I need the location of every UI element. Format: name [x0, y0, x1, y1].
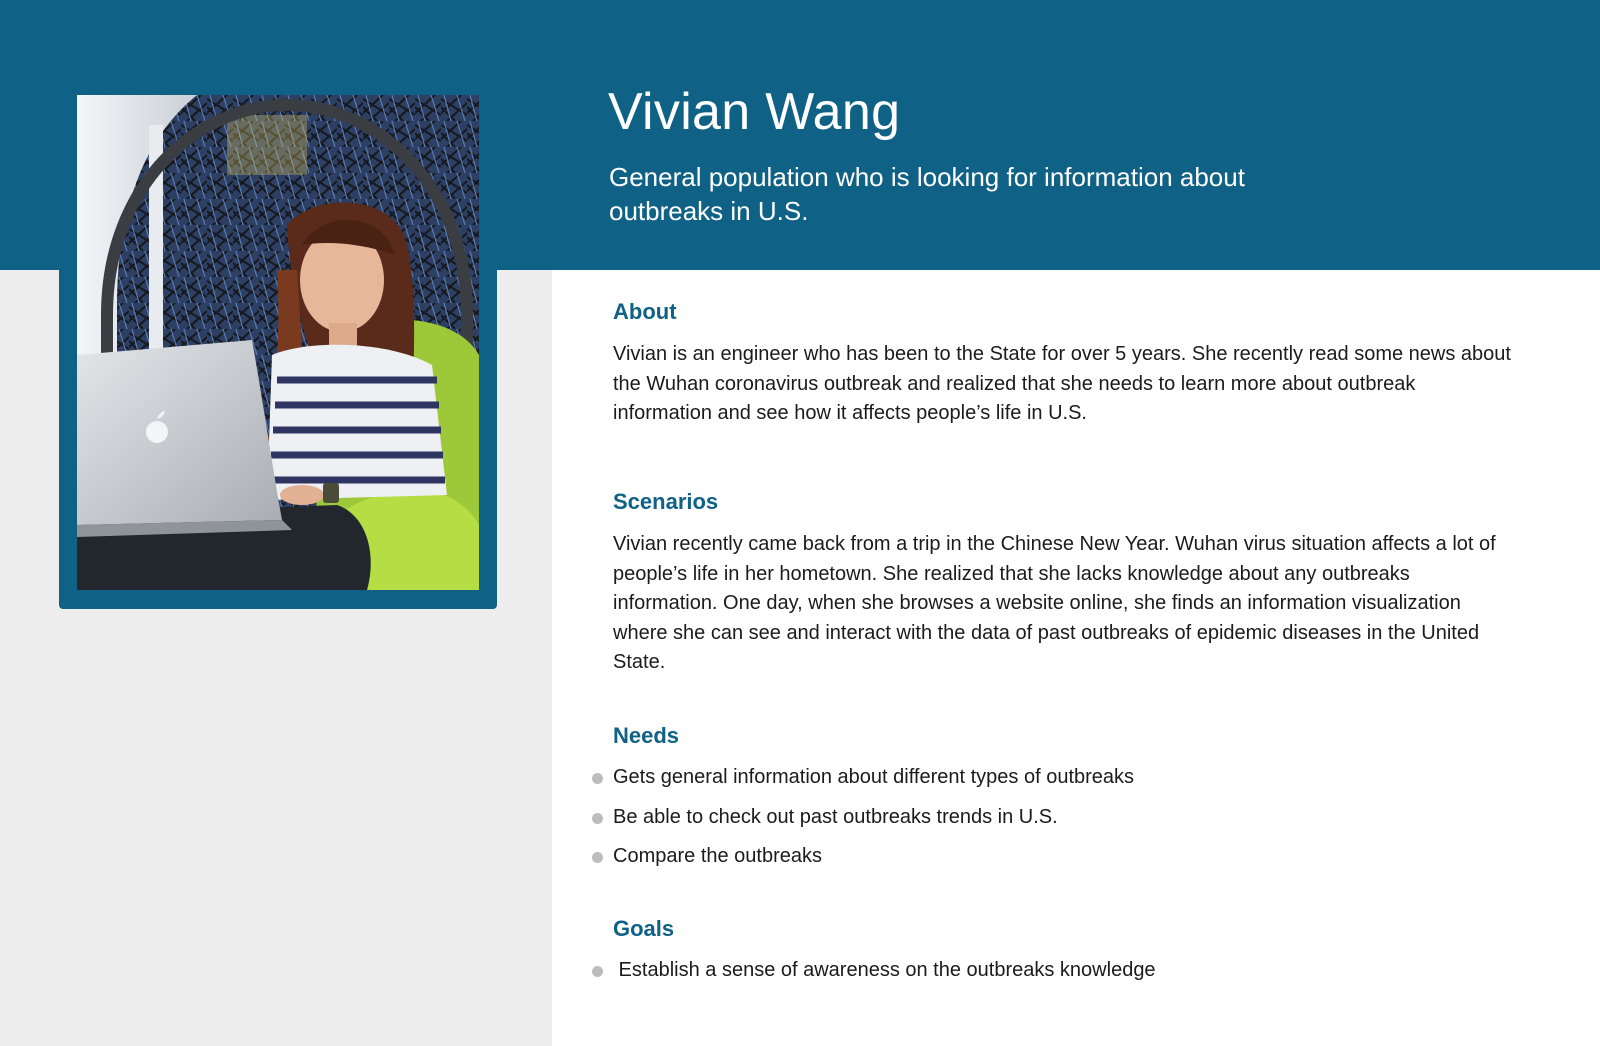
needs-item-text: Gets general information about different types of outbreaks: [613, 766, 1135, 788]
goals-item-text: Establish a sense of awareness on the outbreaks knowledge: [613, 959, 1156, 981]
goals-list: [590, 958, 1156, 998]
needs-item-text: Compare the outbreaks: [613, 845, 823, 868]
bullet-icon: [592, 966, 603, 977]
persona-photo-icon: [77, 95, 479, 590]
list-item: [590, 765, 1134, 805]
bullet-icon: [592, 773, 603, 784]
list-item: [590, 844, 1134, 884]
list-item: [590, 805, 1134, 845]
about-title: About: [613, 299, 677, 324]
persona-subtitle: General population who is looking for information about outbreaks in U.S.: [609, 162, 1245, 226]
scenarios-text: Vivian recently came back from a trip in the Chinese New Year. Wuhan virus situation affects a lot of people’s life in her hometown. She realized that she lacks knowledge about any outbreaks information. One day, when she browses a website online, she finds an information visualization where she can see and interact with the data of past outbreaks of epidemic diseases in the United State.: [613, 533, 1496, 674]
persona-photo: [77, 95, 479, 590]
bullet-icon: [592, 813, 603, 824]
needs-list: [590, 765, 1134, 884]
persona-name: Vivian Wang: [608, 83, 901, 141]
needs-item-text: Be able to check out past outbreaks trends in U.S.: [613, 805, 1058, 828]
about-text: Vivian is an engineer who has been to the State for over 5 years. She recently read some news about the Wuhan coronavirus outbreak and realized that she needs to learn more about outbreak information and see how it affects people’s life in U.S.: [613, 343, 1511, 425]
goals-title: Goals: [613, 916, 675, 941]
list-item: [590, 958, 1156, 998]
scenarios-title: Scenarios: [613, 489, 719, 514]
needs-title: Needs: [613, 723, 680, 748]
bullet-icon: [592, 852, 603, 863]
